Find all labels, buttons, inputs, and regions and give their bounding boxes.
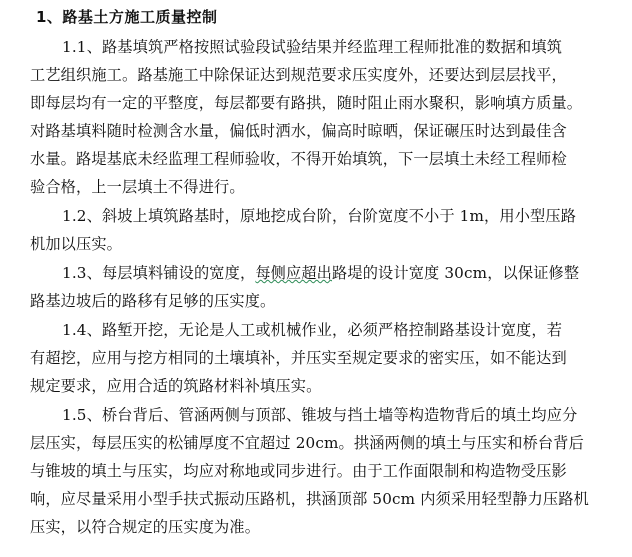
paragraph-1-4-line-1: 1.4、路堑开挖，无论是人工或机械作业，必须严格控制路基设计宽度，若 [62, 321, 563, 339]
paragraph-1-4-line-3: 规定要求，应用合适的筑路材料补填压实。 [30, 377, 322, 395]
paragraph-1-5-line-3: 与锥坡的填土与压实，均应对称地或同步进行。由于工作面限制和构造物受压影 [30, 462, 567, 480]
paragraph-1-3-line-2: 路基边坡后的路移有足够的压实度。 [30, 292, 276, 310]
paragraph-1-3-text-pre: 1.3、每层填料铺设的宽度， [62, 264, 256, 282]
paragraph-1-1-line-1: 1.1、路基填筑严格按照试验段试验结果并经监理工程师批准的数据和填筑 [62, 38, 563, 56]
paragraph-1-3-line-1 [62, 263, 579, 283]
paragraph-1-3-text-post: 路堤的设计宽度 30cm，以保证修整 [332, 264, 580, 282]
paragraph-1-1-line-2: 工艺组织施工。路基施工中除保证达到规范要求压实度外，还要达到层层找平， [30, 66, 567, 84]
paragraph-1-5-line-5: 压实，以符合规定的压实度为准。 [30, 518, 261, 536]
paragraph-1-2-line-2: 机加以压实。 [30, 235, 123, 253]
paragraph-1-1-line-4: 对路基填料随时检测含水量，偏低时洒水，偏高时晾晒，保证碾压时达到最佳含 [30, 122, 567, 140]
section-heading: 1、路基土方施工质量控制 [36, 8, 218, 26]
paragraph-1-5-line-1: 1.5、桥台背后、管涵两侧与顶部、锥坡与挡土墙等构造物背后的填土均应分 [62, 406, 578, 424]
paragraph-1-1-line-5: 水量。路堤基底未经监理工程师验收，不得开始填筑，下一层填土未经工程师检 [30, 150, 567, 168]
paragraph-1-3-underlined-text: 每侧应超出 [255, 264, 333, 282]
paragraph-1-5-line-4: 响，应尽量采用小型手扶式振动压路机，拱涵顶部 50cm 内须采用轻型静力压路机 [30, 490, 589, 508]
paragraph-1-2-line-1: 1.2、斜坡上填筑路基时，原地挖成台阶，台阶宽度不小于 1m，用小型压路 [62, 207, 577, 225]
paragraph-1-1-line-6: 验合格，上一层填土不得进行。 [30, 178, 245, 196]
paragraph-1-4-line-2: 有超挖，应用与挖方相同的土壤填补，并压实至规定要求的密实压，如不能达到 [30, 349, 567, 367]
paragraph-1-1-line-3: 即每层均有一定的平整度，每层都要有路拱，随时阻止雨水聚积，影响填方质量。 [30, 94, 583, 112]
paragraph-1-5-line-2: 层压实，每层压实的松铺厚度不宜超过 20cm。拱涵两侧的填土与压实和桥台背后 [30, 434, 584, 452]
